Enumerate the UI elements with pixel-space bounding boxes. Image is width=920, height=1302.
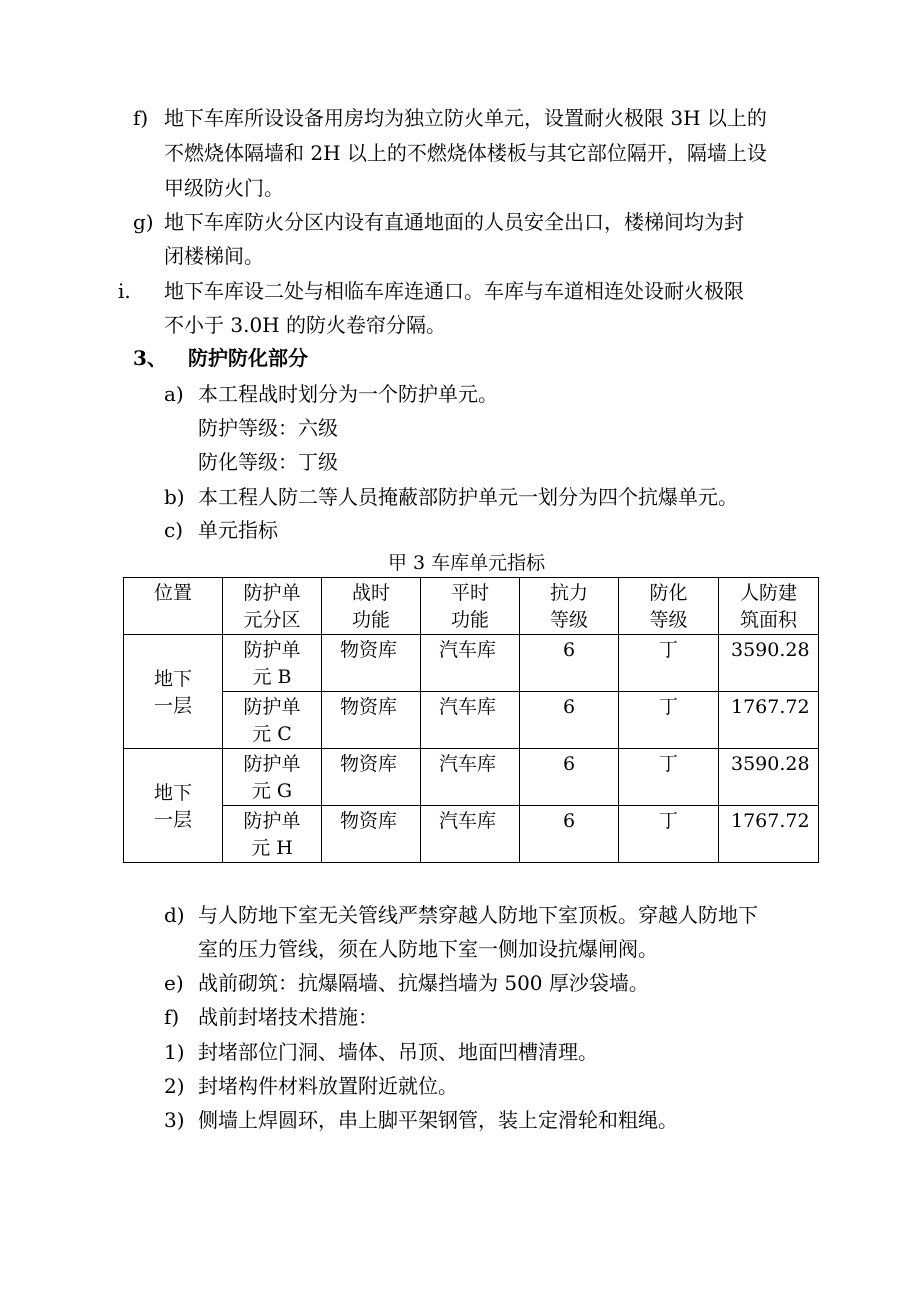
paragraph-line: 战前砌筑：抗爆隔墙、抗爆挡墙为 500 厚沙袋墙。 <box>198 971 649 995</box>
section-title: 防护防化部分 <box>188 346 308 370</box>
paragraph-line: 侧墙上焊圆环，串上脚平架钢管，装上定滑轮和粗绳。 <box>198 1108 678 1132</box>
resistance-cell: 6 <box>520 806 619 863</box>
unit-cell: 防护单 元 G <box>223 749 322 806</box>
header-cell: 防护单 元分区 <box>223 578 322 635</box>
table-row <box>124 806 819 863</box>
resistance-cell: 6 <box>520 635 619 692</box>
table-row <box>124 749 819 806</box>
table-row <box>124 635 819 692</box>
area-cell: 3590.28 <box>719 635 819 692</box>
paragraph-line: 不小于 3.0H 的防火卷帘分隔。 <box>164 313 446 337</box>
paragraph-line: 防化等级：丁级 <box>198 450 338 474</box>
list-marker: f) <box>164 1005 180 1029</box>
unit-cell: 防护单 元 H <box>223 806 322 863</box>
location-cell: 地下 一层 <box>124 749 223 863</box>
section-number: 3、 <box>133 346 167 370</box>
paragraph-line: 本工程战时划分为一个防护单元。 <box>198 382 498 406</box>
paragraph-line: 不燃烧体隔墙和 2H 以上的不燃烧体楼板与其它部位隔开，隔墙上设 <box>164 141 767 165</box>
chem-cell: 丁 <box>619 692 719 749</box>
header-cell: 位置 <box>124 578 223 635</box>
peace-use-cell: 汽车库 <box>421 692 520 749</box>
paragraph-line: 室的压力管线，须在人防地下室一侧加设抗爆闸阀。 <box>198 937 658 961</box>
list-marker: g) <box>133 210 154 234</box>
war-use-cell: 物资库 <box>322 749 421 806</box>
location-cell: 地下 一层 <box>124 635 223 749</box>
list-marker: 3) <box>164 1108 185 1132</box>
table-header-row <box>124 578 819 635</box>
paragraph-line: 甲级防火门。 <box>164 176 284 200</box>
paragraph-line: 本工程人防二等人员掩蔽部防护单元一划分为四个抗爆单元。 <box>198 485 738 509</box>
war-use-cell: 物资库 <box>322 635 421 692</box>
unit-cell: 防护单 元 B <box>223 635 322 692</box>
peace-use-cell: 汽车库 <box>421 635 520 692</box>
list-marker: 1) <box>164 1040 185 1064</box>
paragraph-line: 封堵部位门洞、墙体、吊顶、地面凹槽清理。 <box>198 1040 598 1064</box>
header-cell: 防化 等级 <box>619 578 719 635</box>
list-marker: d) <box>164 903 185 927</box>
peace-use-cell: 汽车库 <box>421 806 520 863</box>
area-cell: 1767.72 <box>719 692 819 749</box>
war-use-cell: 物资库 <box>322 692 421 749</box>
paragraph-line: 单元指标 <box>198 518 278 542</box>
list-marker: 2) <box>164 1074 185 1098</box>
header-cell: 人防建 筑面积 <box>719 578 819 635</box>
list-marker: i. <box>118 279 131 303</box>
table-row <box>124 692 819 749</box>
resistance-cell: 6 <box>520 692 619 749</box>
resistance-cell: 6 <box>520 749 619 806</box>
paragraph-line: 地下车库所设设备用房均为独立防火单元，设置耐火极限 3H 以上的 <box>164 106 767 130</box>
paragraph-line: 防护等级：六级 <box>198 416 338 440</box>
paragraph-line: 地下车库防火分区内设有直通地面的人员安全出口，楼梯间均为封 <box>164 210 744 234</box>
paragraph-line: 与人防地下室无关管线严禁穿越人防地下室顶板。穿越人防地下 <box>198 903 758 927</box>
paragraph-line: 闭楼梯间。 <box>164 244 264 268</box>
list-marker: e) <box>164 971 184 995</box>
header-cell: 抗力 等级 <box>520 578 619 635</box>
chem-cell: 丁 <box>619 806 719 863</box>
list-marker: a) <box>164 382 184 406</box>
paragraph-line: 战前封堵技术措施： <box>198 1005 378 1029</box>
area-cell: 1767.72 <box>719 806 819 863</box>
paragraph-line: 封堵构件材料放置附近就位。 <box>198 1074 458 1098</box>
area-cell: 3590.28 <box>719 749 819 806</box>
peace-use-cell: 汽车库 <box>421 749 520 806</box>
chem-cell: 丁 <box>619 749 719 806</box>
unit-cell: 防护单 元 C <box>223 692 322 749</box>
list-marker: c) <box>164 518 184 542</box>
header-cell: 平时 功能 <box>421 578 520 635</box>
list-marker: b) <box>164 485 185 509</box>
paragraph-line: 地下车库设二处与相临车库连通口。车库与车道相连处设耐火极限 <box>164 279 744 303</box>
table-caption: 甲 3 车库单元指标 <box>388 552 546 574</box>
unit-index-table <box>123 577 819 863</box>
war-use-cell: 物资库 <box>322 806 421 863</box>
list-marker: f) <box>133 106 149 130</box>
chem-cell: 丁 <box>619 635 719 692</box>
header-cell: 战时 功能 <box>322 578 421 635</box>
